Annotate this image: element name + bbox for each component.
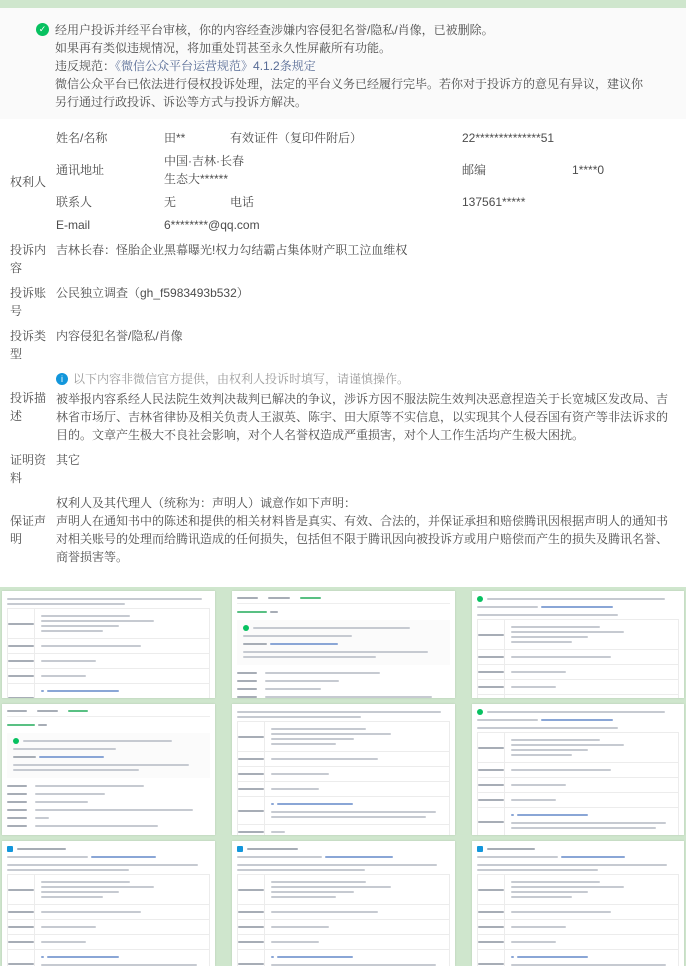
content-value: 吉林长春：怪胎企业黑幕曝光!权力勾结霸占集体财产职工泣血维权 [56, 243, 408, 257]
complaint-account-row [10, 284, 674, 320]
evidence-value: 其它 [56, 453, 81, 467]
declaration-row [10, 494, 674, 566]
notice-line-2: 如果再有类似违规情况，将加重处罚甚至永久性屏蔽所有功能。 [55, 41, 392, 55]
attachment-thumbnail[interactable] [232, 704, 455, 835]
rights-holder-label: 权利人 [10, 174, 47, 189]
attachment-thumbnail[interactable] [472, 704, 684, 835]
zip-value: 1****0 [572, 163, 605, 177]
rights-holder-row [10, 129, 674, 234]
contact-value: 无 [164, 195, 177, 209]
attachment-thumbnail[interactable] [232, 591, 455, 698]
desc-text: 被举报内容系经人民法院生效判决裁判已解决的争议，涉诉方因不服法院生效判决恶意捏造关于长宽城区发改局、吉林省市场厅、吉林省律协及相关负责人王淑英、陈宇、田大原等不实信息，以实现其个人侵吞国有资产等非法诉求的目的。文章产生极大不良社会影响，对个人名誉权造成严重损害，对个人工作生活均产生极大困扰。 [56, 392, 669, 442]
id-value: 22**************51 [462, 131, 555, 145]
attachment-thumbnail[interactable] [232, 841, 455, 966]
complaint-content-row [10, 241, 674, 277]
email-value: 6********@qq.com [164, 218, 260, 232]
account-value: 公民独立调查（gh_f5983493b532） [56, 286, 249, 300]
evidence-row [10, 451, 674, 487]
mini-table [477, 874, 679, 966]
desc-label: 投诉描述 [10, 391, 47, 423]
zip-label: 邮编 [462, 163, 487, 177]
address-label: 通讯地址 [56, 163, 105, 177]
address-value: 中国·吉林·长春 生态大****** [164, 154, 244, 186]
mini-table [477, 619, 679, 698]
content-label: 投诉内容 [10, 243, 47, 275]
declaration-line-1: 权利人及其代理人（统称为：声明人）诚意作如下声明： [56, 496, 357, 510]
mini-table [237, 721, 450, 835]
attachment-thumbnail[interactable] [2, 704, 215, 835]
desc-warning: 以下内容非微信官方提供，由权利人投诉时填写，请谨慎操作。 [73, 372, 410, 386]
attachment-thumbnail[interactable] [2, 591, 215, 698]
contact-label: 联系人 [56, 195, 93, 209]
mini-table [477, 732, 679, 835]
info-icon: i [56, 373, 68, 385]
complaint-type-row [10, 327, 674, 363]
mini-table [237, 874, 450, 966]
complaint-card [0, 8, 686, 587]
attachment-thumbnail[interactable] [2, 841, 215, 966]
complaint-detail [0, 119, 686, 587]
check-icon: ✓ [36, 23, 49, 36]
account-label: 投诉账号 [10, 286, 47, 318]
phone-value: 137561***** [462, 195, 526, 209]
evidence-label: 证明资料 [10, 453, 47, 485]
mini-table [7, 608, 210, 698]
complaint-desc-row [10, 370, 674, 444]
id-label: 有效证件（复印件附后） [230, 131, 363, 145]
mini-table [7, 874, 210, 966]
notice-line-1: 经用户投诉并经平台审核，你的内容经查涉嫌内容侵犯名誉/隐私/肖像，已被删除。 [55, 23, 494, 37]
type-label: 投诉类型 [10, 329, 47, 361]
notice-line-3 [55, 57, 646, 75]
attachment-grid [0, 587, 686, 966]
declaration-line-2: 声明人在通知书中的陈述和提供的相关材料皆是真实、有效、合法的，并保证承担和赔偿腾讯因根据声明人的通知书对相关账号的处理而给腾讯造成的任何损失，包括但不限于腾讯因向被投诉方或用户赔偿而产生的损失及腾讯名誉、商誉损害等。 [56, 514, 669, 564]
notice-line-4: 微信公众平台已依法进行侵权投诉处理，法定的平台义务已经履行完毕。若你对于投诉方的意见有异议，建议你另行通过行政投诉、诉讼等方式与投诉方解决。 [55, 77, 644, 109]
phone-label: 电话 [230, 195, 255, 209]
name-label: 姓名/名称 [56, 131, 108, 145]
type-value: 内容侵犯名誉/隐私/肖像 [56, 329, 183, 343]
attachment-thumbnail[interactable] [472, 591, 684, 698]
violation-prefix: 违反规范： [55, 59, 116, 73]
platform-rules-link[interactable]: 《微信公众平台运营规范》4.1.2条规定 [115, 59, 316, 73]
review-notice [0, 8, 686, 119]
attachment-thumbnail[interactable] [472, 841, 684, 966]
email-label: E-mail [56, 218, 91, 232]
name-value: 田** [164, 131, 186, 145]
declaration-label: 保证声明 [10, 514, 47, 546]
zip-row [462, 161, 674, 179]
